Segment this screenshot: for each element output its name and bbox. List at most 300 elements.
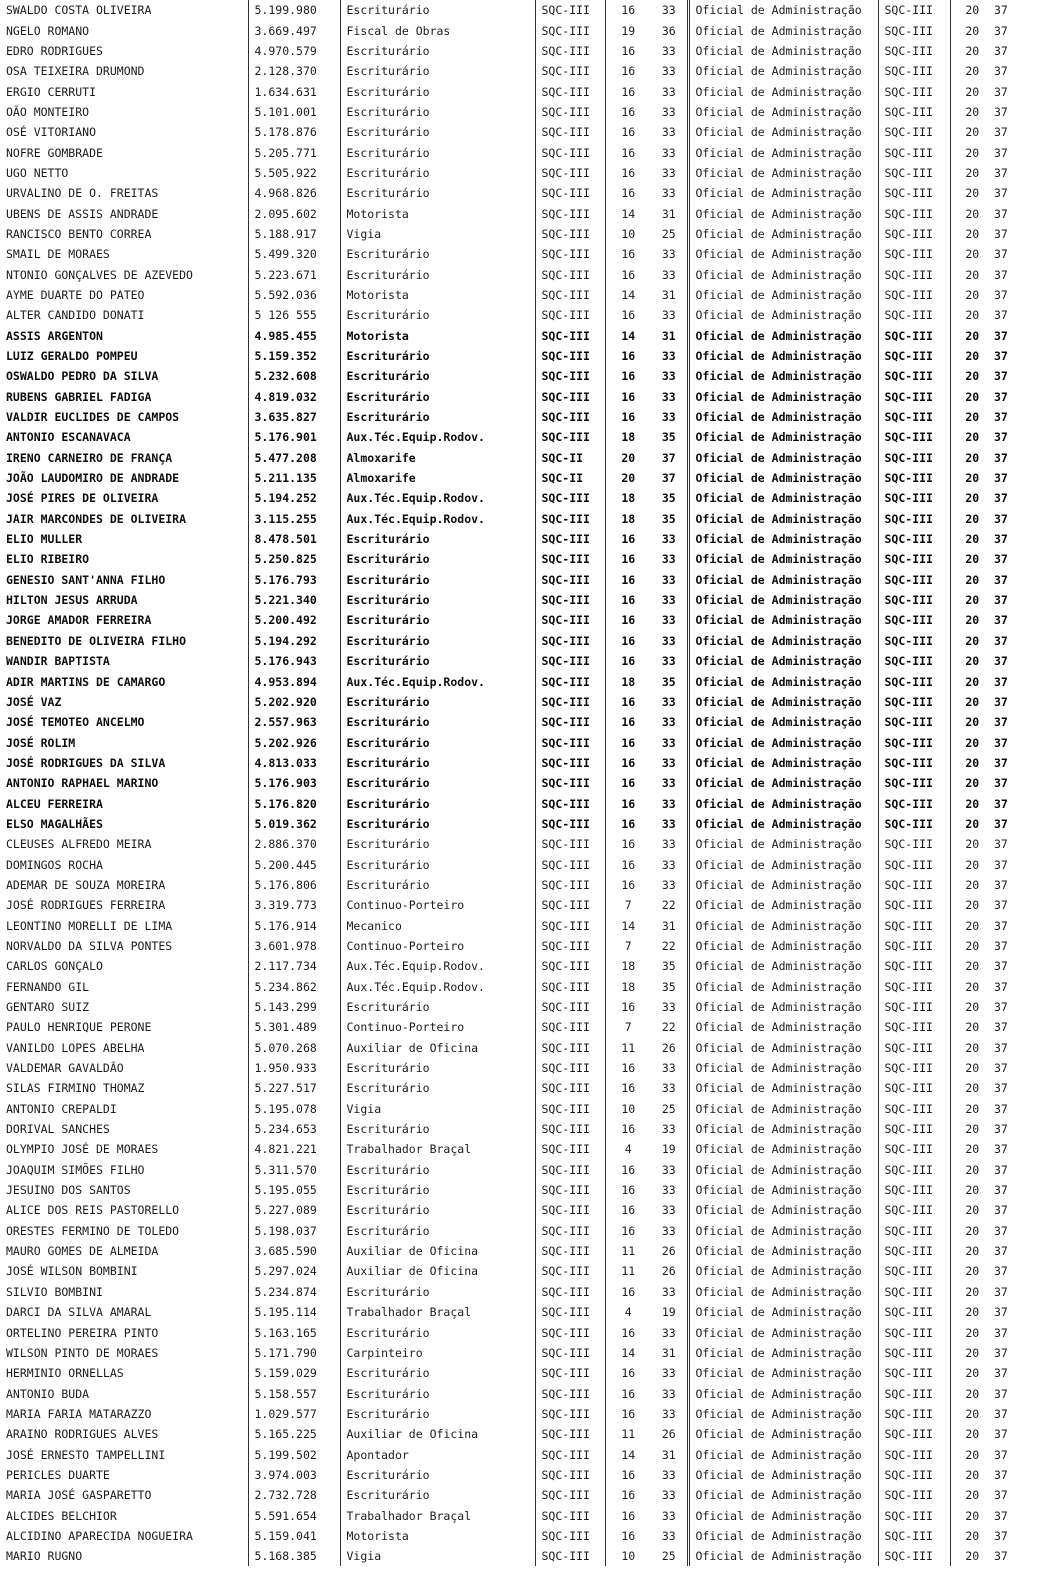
employee-name: PERICLES DUARTE [6,1467,110,1482]
current-level: 14 [605,326,645,346]
current-level-code: SQC-III [535,183,605,203]
employee-name: DOMINGOS ROCHA [6,857,103,872]
employee-name: ALCIDINO APARECIDA NOGUEIRA [6,1528,193,1543]
new-role: Oficial de Administração [688,712,878,732]
new-level: 20 [950,20,988,40]
table-row [0,1160,1041,1180]
employee-name: JOSÉ ROLIM [6,735,76,750]
current-level-code: SQC-III [535,1099,605,1119]
current-reference: 33 [661,633,676,648]
employee-name: JOSÉ ERNESTO TAMPELLINI [6,1447,166,1462]
table-row [0,956,1041,976]
current-reference: 33 [661,1081,676,1096]
new-reference: 37 [994,654,1008,669]
current-level: 16 [605,142,645,162]
current-level-code: SQC-III [535,834,605,854]
new-level-code: SQC-III [878,0,950,20]
new-level: 20 [950,0,988,20]
employee-name: ALCIDES BELCHIOR [6,1508,117,1523]
employee-name: ALICE DOS REIS PASTORELLO [6,1203,180,1218]
current-role: Escriturário [340,834,535,854]
registration-number: 5.176.820 [248,793,340,813]
new-level: 20 [950,915,988,935]
registration-number: 5.159.029 [248,1363,340,1383]
current-level: 16 [605,1058,645,1078]
current-role: Escriturário [340,346,535,366]
table-row [0,753,1041,773]
employee-name: LEONTINO MORELLI DE LIMA [6,918,173,933]
new-reference: 37 [994,23,1008,38]
current-role: Escriturário [340,712,535,732]
new-level-code: SQC-III [878,102,950,122]
employee-name: ANTONIO RAPHAEL MARINO [6,776,159,791]
new-role: Oficial de Administração [688,590,878,610]
new-reference: 37 [994,389,1008,404]
current-level-code: SQC-III [535,285,605,305]
current-level-code: SQC-III [535,224,605,244]
current-level: 10 [605,224,645,244]
registration-number: 3.601.978 [248,936,340,956]
registration-number: 5.211.135 [248,468,340,488]
new-level-code: SQC-III [878,61,950,81]
current-role: Aux.Téc.Equip.Rodov. [340,956,535,976]
new-level-code: SQC-III [878,895,950,915]
current-reference: 33 [661,1508,676,1523]
current-level: 16 [605,753,645,773]
table-row [0,0,1041,20]
registration-number: 5.159.352 [248,346,340,366]
table-row [0,712,1041,732]
current-reference: 26 [661,1427,676,1442]
employee-name: SWALDO COSTA OLIVEIRA [6,3,152,18]
registration-number: 2.732.728 [248,1485,340,1505]
current-level: 16 [605,732,645,752]
new-level: 20 [950,549,988,569]
current-level-code: SQC-III [535,712,605,732]
current-level: 16 [605,163,645,183]
table-row [0,549,1041,569]
current-reference: 33 [661,1488,676,1503]
registration-number: 5.202.926 [248,732,340,752]
table-row [0,183,1041,203]
current-level-code: SQC-III [535,1505,605,1525]
current-level: 16 [605,1078,645,1098]
current-reference: 31 [661,1447,676,1462]
new-reference: 37 [994,471,1008,486]
registration-number: 3.319.773 [248,895,340,915]
registration-number: 5.188.917 [248,224,340,244]
new-role: Oficial de Administração [688,427,878,447]
new-level: 20 [950,529,988,549]
new-level-code: SQC-III [878,1160,950,1180]
current-level: 16 [605,834,645,854]
new-role: Oficial de Administração [688,1546,878,1566]
new-level-code: SQC-III [878,712,950,732]
employee-name: FERNANDO GIL [6,979,90,994]
new-role: Oficial de Administração [688,854,878,874]
current-role: Trabalhador Braçal [340,1505,535,1525]
registration-number: 4.821.221 [248,1139,340,1159]
current-role: Apontador [340,1444,535,1464]
new-role: Oficial de Administração [688,1424,878,1444]
current-level-code: SQC-III [535,1465,605,1485]
current-reference: 26 [661,1264,676,1279]
table-row [0,814,1041,834]
registration-number: 5.591.654 [248,1505,340,1525]
current-role: Escriturário [340,0,535,20]
current-level-code: SQC-III [535,590,605,610]
table-row [0,1139,1041,1159]
new-level-code: SQC-III [878,163,950,183]
new-level: 20 [950,1261,988,1281]
registration-number: 5.158.557 [248,1383,340,1403]
current-level-code: SQC-III [535,1200,605,1220]
new-level-code: SQC-III [878,427,950,447]
current-level: 16 [605,712,645,732]
current-level: 7 [605,1017,645,1037]
new-level: 20 [950,305,988,325]
current-level-code: SQC-III [535,387,605,407]
table-row [0,1302,1041,1322]
current-level: 16 [605,183,645,203]
new-level: 20 [950,1139,988,1159]
new-role: Oficial de Administração [688,1322,878,1342]
new-level: 20 [950,793,988,813]
current-reference: 35 [661,674,676,689]
new-role: Oficial de Administração [688,549,878,569]
table-row [0,448,1041,468]
new-level-code: SQC-III [878,814,950,834]
new-role: Oficial de Administração [688,997,878,1017]
current-level-code: SQC-III [535,305,605,325]
current-role: Auxiliar de Oficina [340,1424,535,1444]
table-row [0,488,1041,508]
new-reference: 37 [994,491,1008,506]
current-level-code: SQC-III [535,895,605,915]
current-reference: 33 [661,796,676,811]
current-level-code: SQC-III [535,41,605,61]
new-level: 20 [950,488,988,508]
registration-number: 5.234.653 [248,1119,340,1139]
new-level: 20 [950,203,988,223]
current-level-code: SQC-III [535,0,605,20]
new-level-code: SQC-III [878,1404,950,1424]
new-role: Oficial de Administração [688,1180,878,1200]
current-role: Escriturário [340,41,535,61]
current-level-code: SQC-III [535,854,605,874]
current-level: 16 [605,1200,645,1220]
table-row [0,773,1041,793]
new-level-code: SQC-III [878,509,950,529]
employee-name: RANCISCO BENTO CORREA [6,226,152,241]
current-role: Trabalhador Braçal [340,1302,535,1322]
new-level: 20 [950,936,988,956]
new-level: 20 [950,712,988,732]
new-level-code: SQC-III [878,41,950,61]
registration-number: 1.029.577 [248,1404,340,1424]
current-level-code: SQC-III [535,651,605,671]
new-reference: 37 [994,1427,1008,1442]
new-level: 20 [950,1343,988,1363]
table-row [0,1363,1041,1383]
current-role: Escriturário [340,570,535,590]
registration-number: 5.250.825 [248,549,340,569]
new-level: 20 [950,61,988,81]
current-role: Escriturário [340,264,535,284]
table-row [0,915,1041,935]
new-level: 20 [950,1485,988,1505]
new-role: Oficial de Administração [688,631,878,651]
current-reference: 33 [661,1325,676,1340]
employee-name: ORTELINO PEREIRA PINTO [6,1325,159,1340]
registration-number: 2.886.370 [248,834,340,854]
registration-number: 5.592.036 [248,285,340,305]
current-reference: 33 [661,1467,676,1482]
new-role: Oficial de Administração [688,1343,878,1363]
registration-number: 4.953.894 [248,671,340,691]
current-level: 20 [605,468,645,488]
current-reference: 33 [661,715,676,730]
new-level-code: SQC-III [878,1505,950,1525]
employee-name: URVALINO DE O. FREITAS [6,186,159,201]
current-reference: 33 [661,1203,676,1218]
current-level-code: SQC-III [535,610,605,630]
new-reference: 37 [994,755,1008,770]
table-row [0,366,1041,386]
new-reference: 37 [994,532,1008,547]
current-level-code: SQC-III [535,1139,605,1159]
new-role: Oficial de Administração [688,1526,878,1546]
new-level-code: SQC-III [878,346,950,366]
employee-name: HERMINIO ORNELLAS [6,1366,124,1381]
table-row [0,936,1041,956]
new-reference: 37 [994,1284,1008,1299]
new-level-code: SQC-III [878,183,950,203]
new-level: 20 [950,346,988,366]
table-row [0,264,1041,284]
current-reference: 33 [661,389,676,404]
current-reference: 33 [661,3,676,18]
employee-name: MARIA JOSÉ GASPARETTO [6,1488,152,1503]
registration-number: 5.198.037 [248,1221,340,1241]
current-level-code: SQC-III [535,488,605,508]
registration-number: 4.819.032 [248,387,340,407]
employee-name: MAURO GOMES DE ALMEIDA [6,1244,159,1259]
table-row [0,1465,1041,1485]
new-level-code: SQC-III [878,773,950,793]
new-level: 20 [950,224,988,244]
new-role: Oficial de Administração [688,224,878,244]
new-reference: 37 [994,104,1008,119]
new-level-code: SQC-III [878,834,950,854]
new-level-code: SQC-III [878,264,950,284]
current-role: Escriturário [340,793,535,813]
current-reference: 25 [661,1549,676,1564]
current-level: 16 [605,814,645,834]
registration-number: 5.499.320 [248,244,340,264]
registration-number: 5.165.225 [248,1424,340,1444]
current-role: Escriturário [340,732,535,752]
new-reference: 37 [994,877,1008,892]
employee-name: ASSIS ARGENTON [6,328,103,343]
new-level: 20 [950,264,988,284]
new-level: 20 [950,997,988,1017]
table-row [0,1078,1041,1098]
new-level: 20 [950,407,988,427]
current-role: Aux.Téc.Equip.Rodov. [340,671,535,691]
new-level: 20 [950,183,988,203]
current-role: Escriturário [340,387,535,407]
current-role: Escriturário [340,875,535,895]
current-reference: 33 [661,877,676,892]
employee-name: ALCEU FERREIRA [6,796,103,811]
current-reference: 26 [661,1040,676,1055]
employee-name: ELIO RIBEIRO [6,552,90,567]
new-reference: 37 [994,1244,1008,1259]
new-reference: 37 [994,369,1008,384]
current-level-code: SQC-III [535,631,605,651]
new-level: 20 [950,875,988,895]
employee-name: JOSÉ WILSON BOMBINI [6,1264,138,1279]
table-row [0,203,1041,223]
current-role: Escriturário [340,651,535,671]
new-reference: 37 [994,1040,1008,1055]
new-role: Oficial de Administração [688,692,878,712]
new-reference: 37 [994,1447,1008,1462]
new-level: 20 [950,610,988,630]
current-level-code: SQC-III [535,1424,605,1444]
new-role: Oficial de Administração [688,875,878,895]
new-reference: 37 [994,125,1008,140]
registration-number: 5.199.502 [248,1444,340,1464]
employee-name: JOSÉ PIRES DE OLIVEIRA [6,491,159,506]
new-level-code: SQC-III [878,631,950,651]
current-level: 16 [605,793,645,813]
current-level: 16 [605,244,645,264]
current-level: 16 [605,854,645,874]
new-reference: 37 [994,410,1008,425]
new-role: Oficial de Administração [688,610,878,630]
registration-number: 5.101.001 [248,102,340,122]
registration-number: 1.634.631 [248,81,340,101]
current-reference: 35 [661,979,676,994]
current-level: 19 [605,20,645,40]
current-level: 16 [605,997,645,1017]
current-level: 11 [605,1261,645,1281]
new-reference: 37 [994,328,1008,343]
employee-name: GENTARO SUIZ [6,1000,90,1015]
new-level: 20 [950,1200,988,1220]
current-role: Escriturário [340,1180,535,1200]
current-level: 11 [605,1424,645,1444]
employee-name: NOFRE GOMBRADE [6,145,103,160]
new-reference: 37 [994,938,1008,953]
employee-name: JOSÉ TEMOTEO ANCELMO [6,715,145,730]
new-reference: 37 [994,633,1008,648]
current-level-code: SQC-III [535,1160,605,1180]
new-reference: 37 [994,1406,1008,1421]
new-reference: 37 [994,1183,1008,1198]
new-level: 20 [950,773,988,793]
new-level: 20 [950,102,988,122]
current-role: Mecanico [340,915,535,935]
current-reference: 33 [661,857,676,872]
new-level-code: SQC-III [878,122,950,142]
registration-number: 5.176.806 [248,875,340,895]
new-level-code: SQC-III [878,1383,950,1403]
new-reference: 37 [994,694,1008,709]
current-level: 16 [605,875,645,895]
new-role: Oficial de Administração [688,448,878,468]
current-role: Aux.Téc.Equip.Rodov. [340,488,535,508]
registration-number: 5.159.041 [248,1526,340,1546]
registration-number: 5.070.268 [248,1038,340,1058]
current-level-code: SQC-III [535,1343,605,1363]
current-level: 16 [605,1322,645,1342]
employee-name: MARIO RUGNO [6,1549,83,1564]
current-role: Escriturário [340,1485,535,1505]
table-row [0,854,1041,874]
current-level-code: SQC-III [535,936,605,956]
current-role: Trabalhador Braçal [340,1139,535,1159]
new-level: 20 [950,854,988,874]
new-role: Oficial de Administração [688,1363,878,1383]
current-role: Escriturário [340,549,535,569]
employee-name: SILVIO BOMBINI [6,1284,103,1299]
current-reference: 33 [661,593,676,608]
registration-number: 5.311.570 [248,1160,340,1180]
current-level-code: SQC-III [535,732,605,752]
current-role: Fiscal de Obras [340,20,535,40]
registration-number: 5.200.492 [248,610,340,630]
new-level-code: SQC-III [878,1343,950,1363]
registration-number: 5.505.922 [248,163,340,183]
new-role: Oficial de Administração [688,814,878,834]
employee-name: NGELO ROMANO [6,23,90,38]
new-role: Oficial de Administração [688,326,878,346]
new-level: 20 [950,671,988,691]
new-level-code: SQC-III [878,285,950,305]
new-reference: 37 [994,1122,1008,1137]
current-level: 16 [605,387,645,407]
registration-number: 5.176.793 [248,570,340,590]
new-level: 20 [950,1404,988,1424]
employee-name: JOÃO LAUDOMIRO DE ANDRADE [6,471,180,486]
current-level: 16 [605,590,645,610]
new-role: Oficial de Administração [688,1444,878,1464]
table-row [0,1343,1041,1363]
new-reference: 37 [994,1081,1008,1096]
current-role: Escriturário [340,1282,535,1302]
registration-number: 3.635.827 [248,407,340,427]
current-reference: 33 [661,1223,676,1238]
new-level-code: SQC-III [878,915,950,935]
current-role: Escriturário [340,142,535,162]
table-row [0,326,1041,346]
employee-name: SILAS FIRMINO THOMAZ [6,1081,145,1096]
new-reference: 37 [994,959,1008,974]
current-reference: 33 [661,1162,676,1177]
registration-number: 5.195.114 [248,1302,340,1322]
current-reference: 33 [661,186,676,201]
new-role: Oficial de Administração [688,366,878,386]
new-level: 20 [950,834,988,854]
new-role: Oficial de Administração [688,305,878,325]
new-level-code: SQC-III [878,610,950,630]
new-level-code: SQC-III [878,468,950,488]
current-level-code: SQC-III [535,570,605,590]
new-role: Oficial de Administração [688,895,878,915]
